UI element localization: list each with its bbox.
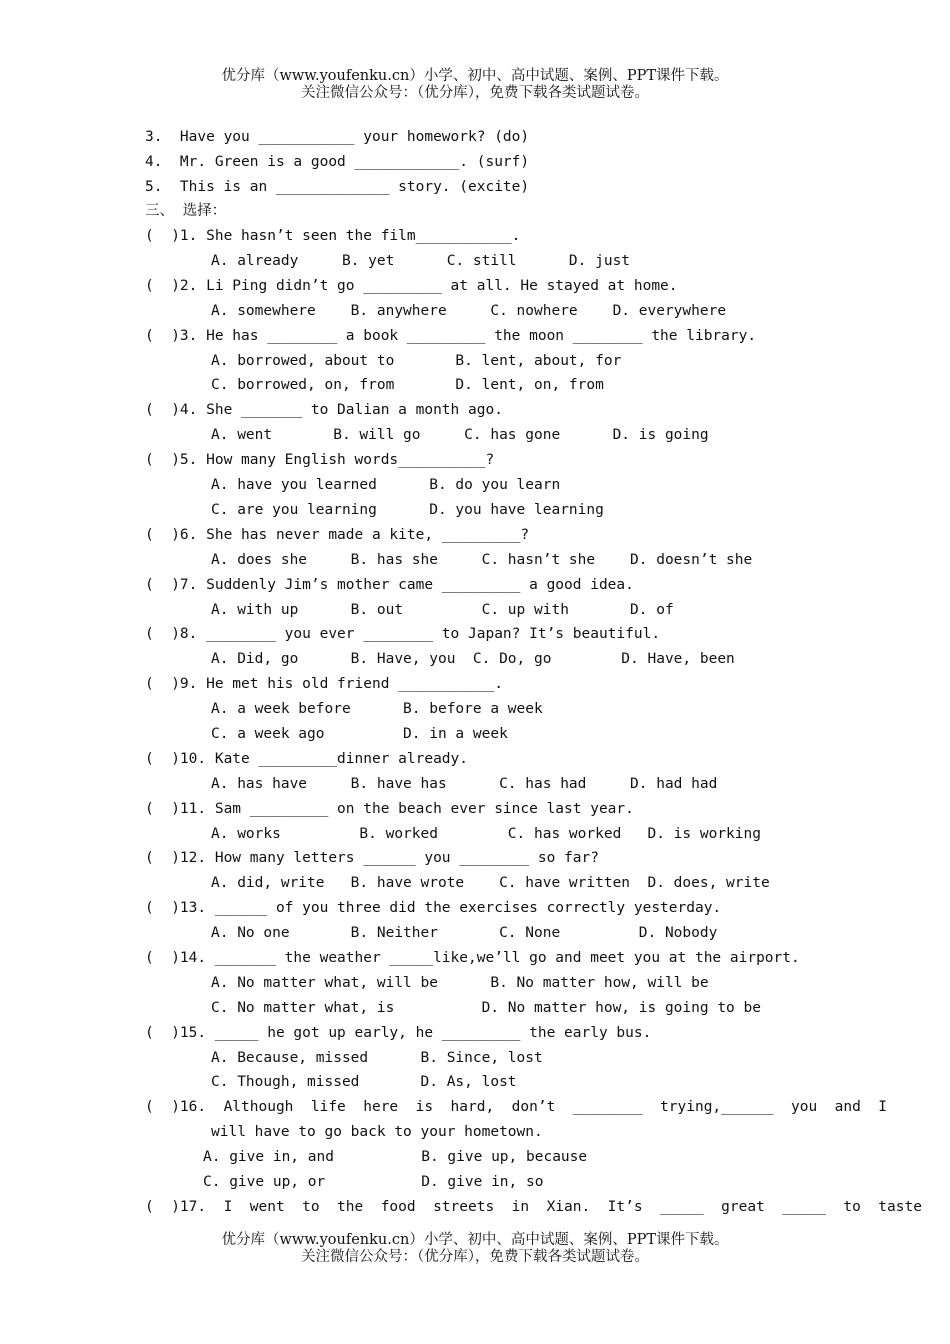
question-options: A. borrowed, about to B. lent, about, for — [211, 353, 622, 369]
question-options: A. already B. yet C. still D. just — [211, 253, 631, 269]
question-stem: ( )3. He has ________ a book _________ the moon ________ the library. — [145, 328, 757, 344]
question-options: A. Because, missed B. Since, lost — [211, 1050, 543, 1066]
question-options: A. did, write B. have wrote C. have written D. does, write — [211, 875, 770, 891]
question-stem: ( )10. Kate _________dinner already. — [145, 751, 469, 767]
fill-in-4: 4. Mr. Green is a good ____________. (surf) — [145, 154, 530, 170]
question-stem: ( )9. He met his old friend ___________. — [145, 676, 503, 692]
question-options: C. give up, or D. give in, so — [203, 1174, 544, 1190]
question-options: C. borrowed, on, from D. lent, on, from — [211, 377, 604, 393]
question-stem: ( )11. Sam _________ on the beach ever since last year. — [145, 801, 634, 817]
question-stem: ( )13. ______ of you three did the exercises correctly yesterday. — [145, 900, 722, 916]
question-options: C. a week ago D. in a week — [211, 726, 508, 742]
fill-in-3: 3. Have you ___________ your homework? (do) — [145, 129, 530, 145]
page-header — [0, 68, 950, 102]
question-stem: ( )15. _____ he got up early, he _________ the early bus. — [145, 1025, 652, 1041]
question-options: A. No matter what, will be B. No matter how, will be — [211, 975, 709, 991]
question-options: A. give in, and B. give up, because — [203, 1149, 588, 1165]
question-options: C. are you learning D. you have learning — [211, 502, 604, 518]
question-options: A. have you learned B. do you learn — [211, 477, 561, 493]
question-stem: ( )8. ________ you ever ________ to Japan? It’s beautiful. — [145, 626, 661, 642]
header-line-2: 关注微信公众号：（优分库），免费下载各类试题试卷。 — [301, 85, 649, 101]
question-stem: ( )1. She hasn’t seen the film___________. — [145, 228, 521, 244]
question-options: A. went B. will go C. has gone D. is going — [211, 427, 709, 443]
question-options: C. No matter what, is D. No matter how, is going to be — [211, 1000, 761, 1016]
question-stem: ( )6. She has never made a kite, _________? — [145, 527, 530, 543]
question-stem: ( )7. Suddenly Jim’s mother came _________ a good idea. — [145, 577, 634, 593]
footer-line-2: 关注微信公众号：（优分库），免费下载各类试题试卷。 — [301, 1249, 649, 1265]
question-stem: ( )2. Li Ping didn’t go _________ at all. He stayed at home. — [145, 278, 678, 294]
header-line-1: 优分库（www.youfenku.cn）小学、初中、高中试题、案例、PPT课件下载。 — [221, 68, 729, 84]
question-stem: ( )5. How many English words__________? — [145, 452, 495, 468]
question-stem: ( )12. How many letters ______ you ________ so far? — [145, 850, 599, 866]
fill-in-5: 5. This is an _____________ story. (excite) — [145, 179, 530, 195]
question-options: A. No one B. Neither C. None D. Nobody — [211, 925, 718, 941]
question-stem: ( )14. _______ the weather _____like,we’ll go and meet you at the airport. — [145, 950, 800, 966]
question-options: A. with up B. out C. up with D. of — [211, 602, 674, 618]
question-stem: ( )17. I went to the food streets in Xian. It’s _____ great _____ to taste — [145, 1199, 922, 1215]
question-options: A. somewhere B. anywhere C. nowhere D. everywhere — [211, 303, 727, 319]
question-stem: ( )4. She _______ to Dalian a month ago. — [145, 402, 503, 418]
question-options: A. a week before B. before a week — [211, 701, 543, 717]
footer-line-1: 优分库（www.youfenku.cn）小学、初中、高中试题、案例、PPT课件下载。 — [221, 1232, 729, 1248]
question-stem-continued: will have to go back to your hometown. — [211, 1124, 543, 1140]
question-stem: ( )16. Although life here is hard, don’t ________ trying,______ you and I — [145, 1099, 888, 1115]
question-options: A. works B. worked C. has worked D. is working — [211, 826, 761, 842]
question-options: A. does she B. has she C. hasn’t she D. doesn’t she — [211, 552, 753, 568]
page-footer — [0, 1232, 950, 1266]
question-options: C. Though, missed D. As, lost — [211, 1074, 517, 1090]
question-options: A. has have B. have has C. has had D. had had — [211, 776, 718, 792]
question-options: A. Did, go B. Have, you C. Do, go D. Have, been — [211, 651, 735, 667]
section-title: 三、 选择： — [145, 203, 227, 219]
